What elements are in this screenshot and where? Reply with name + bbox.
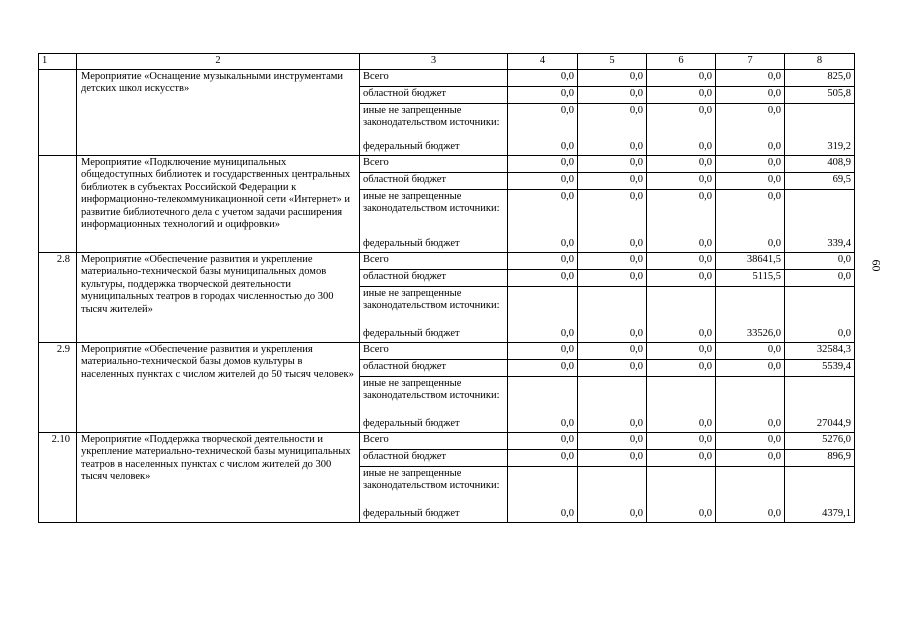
value: 0,0 — [767, 343, 781, 355]
value-cell — [647, 376, 716, 432]
value: 408,9 — [827, 156, 851, 168]
funding-source-label: областной бюджет — [363, 360, 446, 372]
value: 0,0 — [698, 173, 712, 185]
value-federal: 0,0 — [698, 238, 712, 249]
funding-source-label: областной бюджет — [363, 270, 446, 282]
funding-source-cell — [360, 286, 508, 342]
header-cell: 2 — [77, 54, 360, 70]
value-cell — [508, 359, 578, 376]
value: 32584,3 — [816, 343, 851, 355]
value-federal: 0,0 — [698, 508, 712, 519]
value: 0,0 — [698, 270, 712, 282]
value-cell — [647, 252, 716, 269]
value: 0,0 — [767, 70, 781, 82]
value-cell — [647, 449, 716, 466]
value: 0,0 — [629, 270, 643, 282]
value: 0,0 — [629, 433, 643, 445]
funding-source-label: иные не запрещенные законодательством источники: — [363, 377, 500, 401]
value-federal: 0,0 — [560, 141, 574, 152]
value: 0,0 — [560, 173, 574, 185]
value-federal: 4379,1 — [822, 508, 851, 519]
value: 0,0 — [629, 450, 643, 462]
value: 0,0 — [560, 70, 574, 82]
funding-source-cell — [360, 432, 508, 449]
value: 0,0 — [698, 253, 712, 265]
value: 5539,4 — [822, 360, 851, 372]
value-federal: 0,0 — [629, 328, 643, 339]
value-cell — [785, 155, 855, 172]
value: 0,0 — [698, 190, 712, 202]
value: 0,0 — [560, 270, 574, 282]
value-cell — [716, 103, 785, 155]
value-cell — [578, 189, 647, 252]
value: 896,9 — [827, 450, 851, 462]
value-cell — [716, 359, 785, 376]
value: 0,0 — [560, 253, 574, 265]
header-cell: 1 — [39, 54, 77, 70]
value-cell — [508, 342, 578, 359]
value-federal: 0,0 — [560, 418, 574, 429]
value-cell — [647, 103, 716, 155]
value-cell — [716, 155, 785, 172]
value-cell — [716, 189, 785, 252]
value: 0,0 — [629, 87, 643, 99]
value-cell — [716, 449, 785, 466]
value-cell — [508, 86, 578, 103]
funding-source-cell — [360, 103, 508, 155]
value: 0,0 — [560, 104, 574, 116]
value-cell — [785, 103, 855, 155]
value-cell — [508, 286, 578, 342]
value-cell — [508, 466, 578, 522]
funding-source-cell — [360, 252, 508, 269]
value-cell — [578, 172, 647, 189]
value-cell — [508, 69, 578, 86]
value-cell — [578, 86, 647, 103]
value: 0,0 — [629, 173, 643, 185]
funding-source-cell — [360, 466, 508, 522]
value-cell — [578, 359, 647, 376]
value-cell — [647, 286, 716, 342]
value-federal: 0,0 — [698, 418, 712, 429]
value-federal: 319,2 — [827, 141, 851, 152]
value-cell — [647, 69, 716, 86]
value-cell — [508, 376, 578, 432]
budget-table — [38, 53, 855, 523]
value-cell — [578, 466, 647, 522]
value-federal: 0,0 — [837, 328, 851, 339]
value-federal: 0,0 — [560, 508, 574, 519]
funding-source-cell — [360, 449, 508, 466]
value-cell — [508, 269, 578, 286]
value: 0,0 — [698, 433, 712, 445]
funding-subsource-label: федеральный бюджет — [363, 508, 460, 519]
table-row — [39, 155, 855, 172]
row-number — [39, 69, 77, 155]
value: 0,0 — [837, 253, 851, 265]
activity-description: Мероприятие «Оснащение музыкальными инструментами детских школ искусств» — [77, 69, 360, 155]
value: 0,0 — [629, 70, 643, 82]
value-cell — [578, 269, 647, 286]
value-cell — [785, 432, 855, 449]
value: 0,0 — [698, 104, 712, 116]
value-cell — [647, 359, 716, 376]
value-federal: 0,0 — [560, 238, 574, 249]
value-cell — [716, 466, 785, 522]
funding-subsource-label: федеральный бюджет — [363, 141, 460, 152]
value-cell — [785, 286, 855, 342]
value-federal: 0,0 — [629, 508, 643, 519]
funding-source-cell — [360, 69, 508, 86]
value: 0,0 — [629, 190, 643, 202]
header-cell: 4 — [508, 54, 578, 70]
value-cell — [785, 449, 855, 466]
activity-description: Мероприятие «Подключение муниципальных общедоступных библиотек и государственных центральных библиотек в субъектах Российской Федерации к информационно-телекоммуникационной сети «Интернет» и развитие библиотечного дела с учетом задачи расширения информационных технологий и оцифровки» — [77, 155, 360, 252]
value-cell — [508, 252, 578, 269]
value: 69,5 — [832, 173, 851, 185]
value: 0,0 — [767, 190, 781, 202]
value: 0,0 — [629, 104, 643, 116]
value-cell — [716, 269, 785, 286]
value: 0,0 — [767, 450, 781, 462]
funding-source-cell — [360, 269, 508, 286]
value: 5115,5 — [752, 270, 781, 282]
value-cell — [647, 86, 716, 103]
value-cell — [785, 189, 855, 252]
value-cell — [647, 155, 716, 172]
value-cell — [785, 269, 855, 286]
funding-subsource-label: федеральный бюджет — [363, 238, 460, 249]
funding-source-cell — [360, 172, 508, 189]
funding-source-label: Всего — [363, 253, 389, 265]
value: 0,0 — [560, 87, 574, 99]
value: 0,0 — [767, 104, 781, 116]
funding-source-label: областной бюджет — [363, 450, 446, 462]
value-cell — [508, 172, 578, 189]
header-cell: 6 — [647, 54, 716, 70]
value-cell — [716, 86, 785, 103]
header-cell: 3 — [360, 54, 508, 70]
value-cell — [716, 342, 785, 359]
value-federal: 0,0 — [560, 328, 574, 339]
funding-source-cell — [360, 155, 508, 172]
value-cell — [716, 432, 785, 449]
value-federal: 33526,0 — [746, 328, 781, 339]
value: 0,0 — [698, 70, 712, 82]
value: 0,0 — [560, 433, 574, 445]
value-cell — [578, 376, 647, 432]
row-number — [39, 155, 77, 252]
funding-source-cell — [360, 359, 508, 376]
value-cell — [508, 449, 578, 466]
value-federal: 0,0 — [629, 418, 643, 429]
value-cell — [578, 103, 647, 155]
value-federal: 27044,9 — [816, 418, 851, 429]
funding-source-label: иные не запрещенные законодательством источники: — [363, 287, 500, 311]
value-cell — [647, 189, 716, 252]
value: 0,0 — [629, 360, 643, 372]
value: 0,0 — [698, 450, 712, 462]
value-cell — [647, 342, 716, 359]
value: 0,0 — [837, 270, 851, 282]
row-number: 2.10 — [39, 432, 77, 522]
funding-source-label: иные не запрещенные законодательством источники: — [363, 190, 500, 214]
value: 0,0 — [767, 433, 781, 445]
activity-description: Мероприятие «Обеспечение развития и укрепление материально-технической базы муниципальных домов культуры, поддержка творческой деятельности муниципальных театров в городах численностью до 300 тысяч жителей» — [77, 252, 360, 342]
value: 0,0 — [560, 450, 574, 462]
value-cell — [716, 376, 785, 432]
value-federal: 0,0 — [629, 238, 643, 249]
value-federal: 0,0 — [698, 328, 712, 339]
funding-source-cell — [360, 342, 508, 359]
activity-description: Мероприятие «Поддержка творческой деятельности и укрепление материально-технической базы муниципальных театров в населенных пунктах с числом жителей до 300 тысяч человек» — [77, 432, 360, 522]
value-cell — [578, 286, 647, 342]
table-header-row — [39, 54, 855, 70]
value-cell — [785, 359, 855, 376]
page-number: 60 — [869, 259, 884, 272]
table-row — [39, 69, 855, 86]
value-cell — [785, 342, 855, 359]
value-cell — [578, 449, 647, 466]
value: 38641,5 — [746, 253, 781, 265]
value-cell — [716, 252, 785, 269]
value: 825,0 — [827, 70, 851, 82]
value-federal: 0,0 — [767, 508, 781, 519]
value: 0,0 — [698, 360, 712, 372]
value: 0,0 — [698, 343, 712, 355]
value: 0,0 — [767, 173, 781, 185]
funding-source-label: Всего — [363, 343, 389, 355]
funding-source-cell — [360, 86, 508, 103]
value: 0,0 — [629, 156, 643, 168]
value: 0,0 — [560, 360, 574, 372]
funding-subsource-label: федеральный бюджет — [363, 328, 460, 339]
funding-source-label: областной бюджет — [363, 173, 446, 185]
value: 0,0 — [629, 343, 643, 355]
value-cell — [785, 69, 855, 86]
table-row — [39, 252, 855, 269]
table-row — [39, 342, 855, 359]
value: 0,0 — [698, 87, 712, 99]
value-federal: 0,0 — [698, 141, 712, 152]
value-cell — [647, 432, 716, 449]
value-cell — [716, 286, 785, 342]
value-cell — [785, 252, 855, 269]
value-cell — [785, 376, 855, 432]
value-cell — [716, 69, 785, 86]
value-cell — [578, 252, 647, 269]
value: 0,0 — [698, 156, 712, 168]
value-federal: 0,0 — [767, 238, 781, 249]
value-federal: 0,0 — [767, 141, 781, 152]
value: 5276,0 — [822, 433, 851, 445]
value-cell — [508, 103, 578, 155]
value-cell — [508, 432, 578, 449]
funding-source-cell — [360, 189, 508, 252]
value-cell — [647, 269, 716, 286]
funding-source-label: иные не запрещенные законодательством источники: — [363, 467, 500, 491]
value: 0,0 — [767, 360, 781, 372]
value: 0,0 — [560, 190, 574, 202]
value-cell — [716, 172, 785, 189]
header-cell: 5 — [578, 54, 647, 70]
funding-subsource-label: федеральный бюджет — [363, 418, 460, 429]
value-cell — [785, 466, 855, 522]
value-cell — [508, 155, 578, 172]
value: 0,0 — [767, 87, 781, 99]
value-cell — [647, 172, 716, 189]
row-number: 2.8 — [39, 252, 77, 342]
value: 505,8 — [827, 87, 851, 99]
funding-source-label: областной бюджет — [363, 87, 446, 99]
value-cell — [508, 189, 578, 252]
funding-source-label: иные не запрещенные законодательством источники: — [363, 104, 500, 128]
value: 0,0 — [560, 343, 574, 355]
value-cell — [578, 342, 647, 359]
funding-source-label: Всего — [363, 433, 389, 445]
value-cell — [785, 86, 855, 103]
value-cell — [578, 69, 647, 86]
value-federal: 0,0 — [767, 418, 781, 429]
value: 0,0 — [629, 253, 643, 265]
funding-source-cell — [360, 376, 508, 432]
funding-source-label: Всего — [363, 156, 389, 168]
value-federal: 0,0 — [629, 141, 643, 152]
funding-source-label: Всего — [363, 70, 389, 82]
activity-description: Мероприятие «Обеспечение развития и укрепления материально-технической базы домов культуры в населенных пунктах с числом жителей до 50 тысяч человек» — [77, 342, 360, 432]
row-number: 2.9 — [39, 342, 77, 432]
header-cell: 7 — [716, 54, 785, 70]
value-cell — [578, 432, 647, 449]
value: 0,0 — [767, 156, 781, 168]
value: 0,0 — [560, 156, 574, 168]
value-cell — [785, 172, 855, 189]
table-row — [39, 432, 855, 449]
value-federal: 339,4 — [827, 238, 851, 249]
value-cell — [578, 155, 647, 172]
header-cell: 8 — [785, 54, 855, 70]
value-cell — [647, 466, 716, 522]
